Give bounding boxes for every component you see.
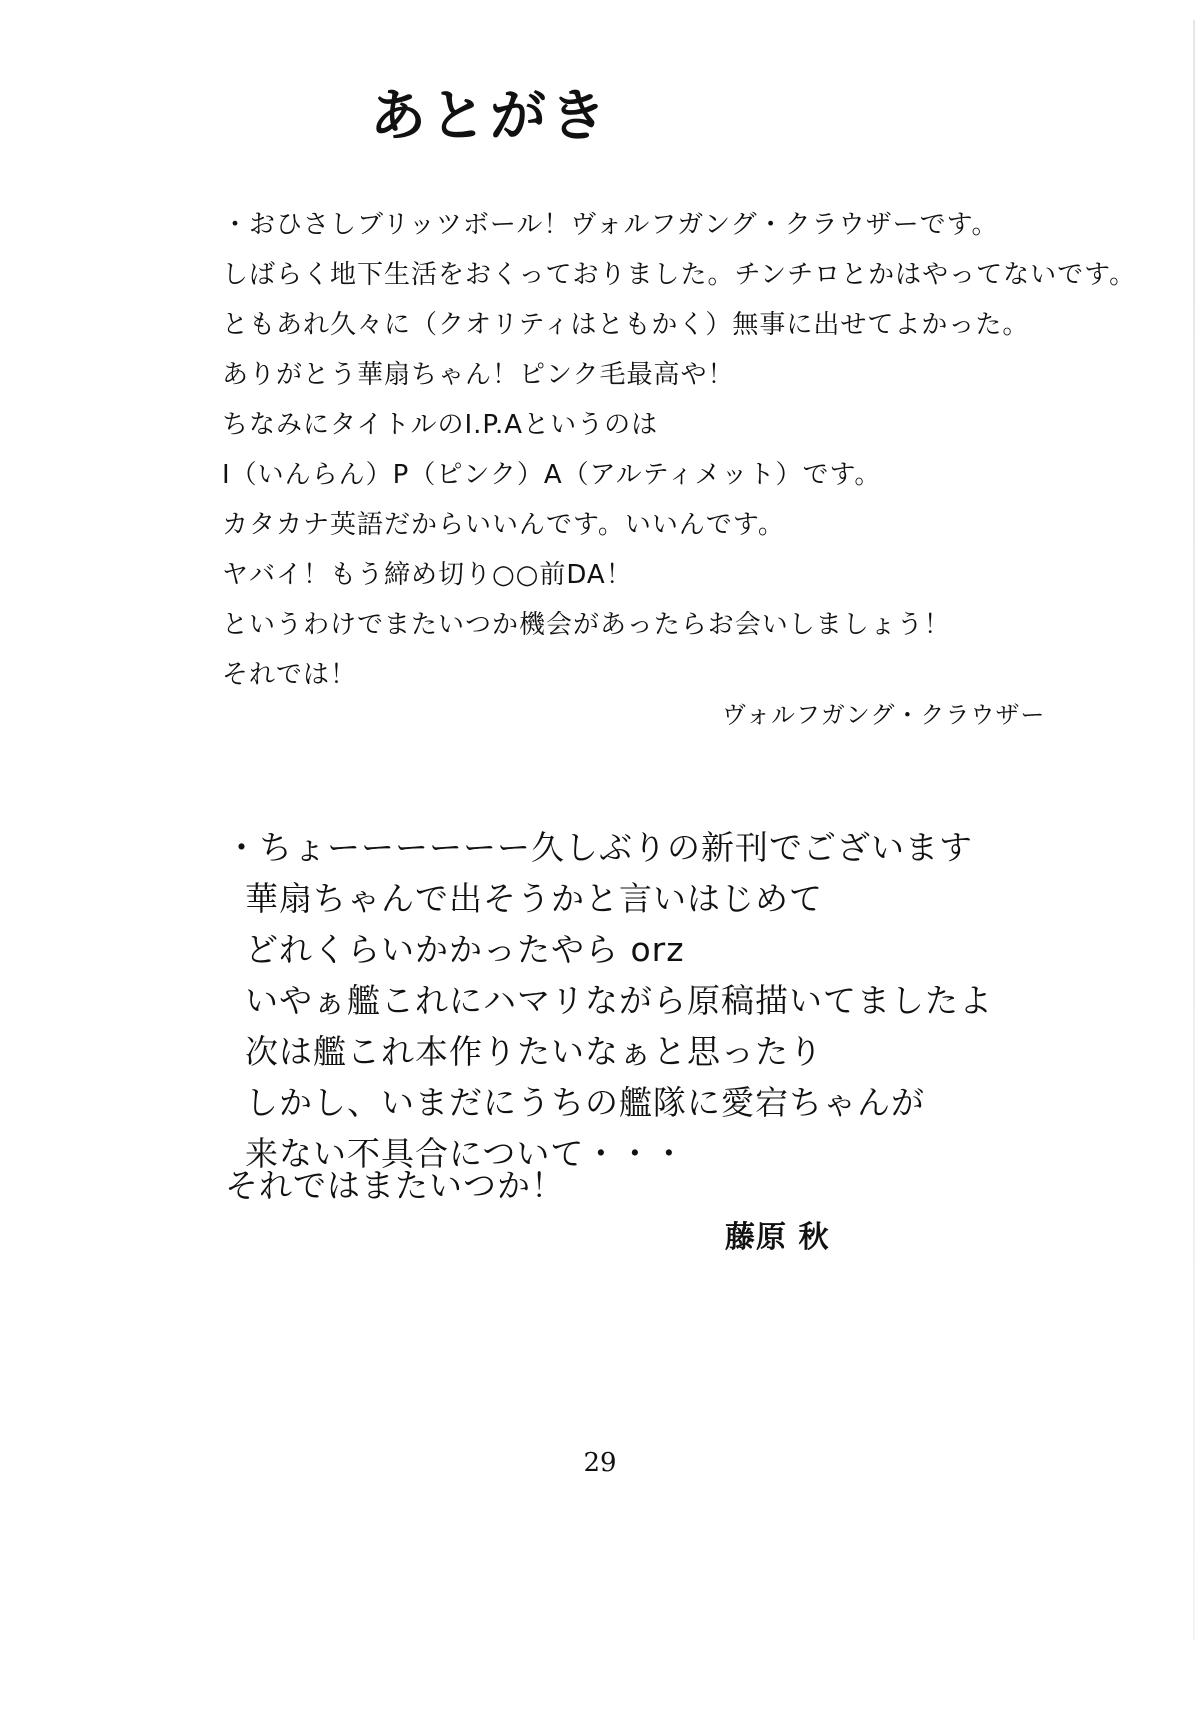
section1-line: それでは！	[222, 660, 358, 690]
section2-line: どれくらいかかったやら orz	[245, 930, 685, 969]
section1-line: ありがとう華扇ちゃん！ピンク毛最高や！	[222, 360, 735, 390]
scan-edge-mark	[1193, 20, 1195, 1640]
section1-line: ・おひさしブリッツボール！ヴォルフガング・クラウザーです。	[222, 210, 999, 240]
section2-line: 華扇ちゃんで出そうかと言いはじめて	[245, 879, 823, 918]
section1-line: ヤバイ！もう締め切り○○前DA！	[222, 560, 633, 590]
afterword-section-2	[225, 822, 1145, 1179]
page-number: 29	[583, 1448, 617, 1478]
section1-signature: ヴォルフガング・クラウザー	[722, 701, 1046, 729]
section1-line: カタカナ英語だからいいんです。いいんです。	[222, 510, 785, 540]
section1-line: しばらく地下生活をおくっておりました。チンチロとかはやってないです。	[222, 260, 1137, 290]
section2-line: しかし、いまだにうちの艦隊に愛宕ちゃんが	[245, 1083, 925, 1122]
afterword-section-1	[222, 200, 1137, 700]
section2-closing: それではまたいつか！	[225, 1166, 565, 1205]
section1-line: ちなみにタイトルのI.P.Aというのは	[222, 410, 659, 440]
page-title: あとがき	[370, 84, 610, 149]
section1-line: というわけでまたいつか機会があったらお会いしましょう！	[222, 610, 951, 640]
section2-line: ・ちょーーーーーー久しぶりの新刊でございます	[225, 828, 973, 867]
section2-line: 次は艦これ本作りたいなぁと思ったり	[245, 1032, 823, 1071]
section1-line: I（いんらん）P（ピンク）A（アルティメット）です。	[222, 460, 882, 490]
section2-signature: 藤原 秋	[725, 1220, 830, 1255]
section1-line: ともあれ久々に（クオリティはともかく）無事に出せてよかった。	[222, 310, 1030, 340]
section2-line: 来ない不具合について・・・	[245, 1134, 687, 1173]
section2-line: いやぁ艦これにハマリながら原稿描いてましたよ	[245, 981, 993, 1020]
